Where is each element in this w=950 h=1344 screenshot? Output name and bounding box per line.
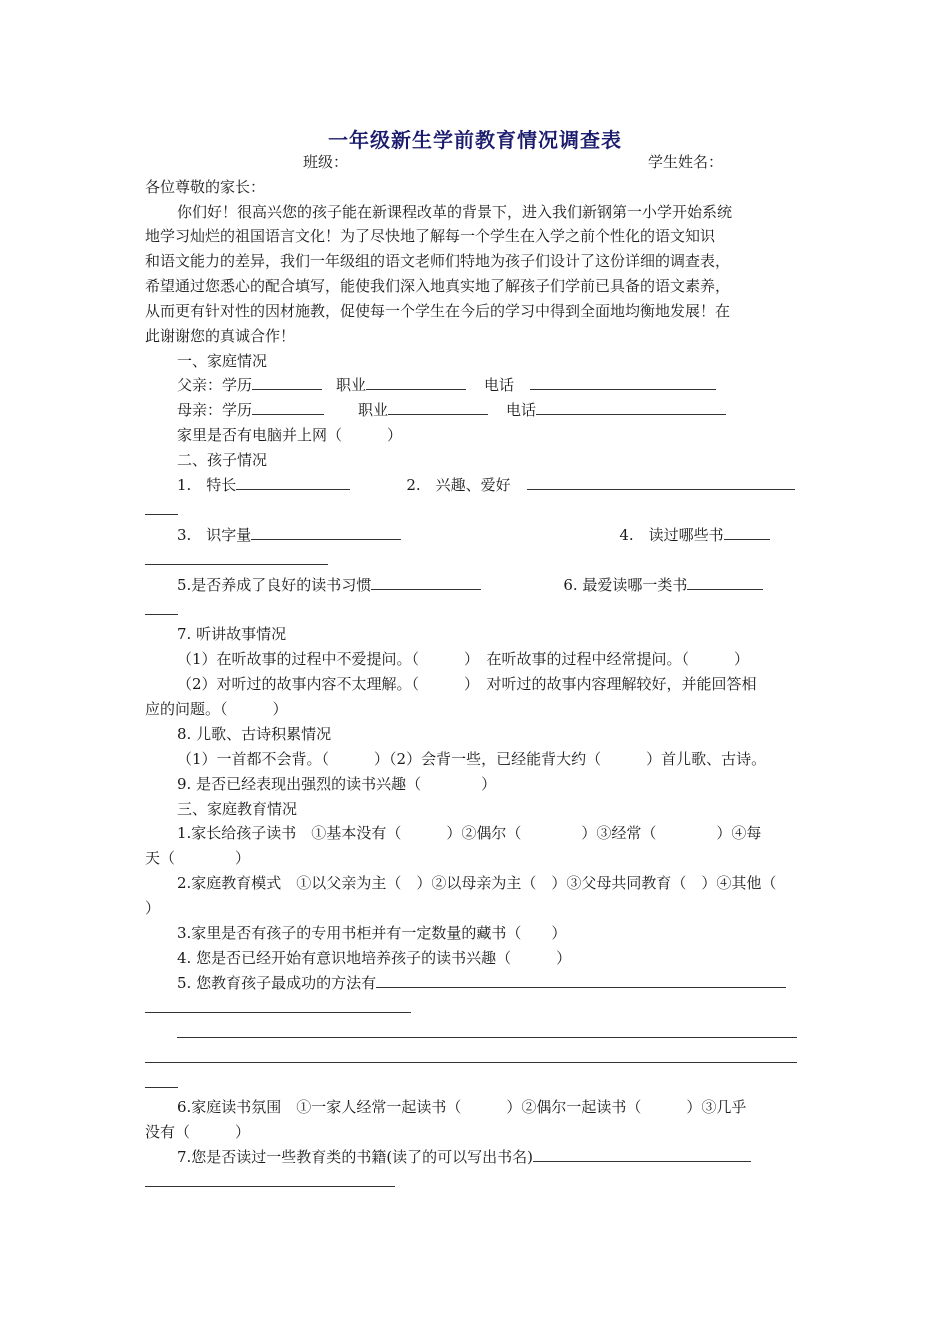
reading-habit-field[interactable] bbox=[371, 573, 481, 590]
best-method-line-2[interactable] bbox=[177, 1037, 797, 1038]
books-read-field[interactable] bbox=[724, 523, 770, 540]
best-method-field[interactable] bbox=[376, 971, 786, 988]
student-name-label: 学生姓名： bbox=[648, 153, 724, 171]
mother-education-field[interactable] bbox=[252, 398, 324, 415]
q-reading-interest: 9. 是否已经表现出强烈的读书兴趣（ ） bbox=[177, 775, 497, 793]
intro-line: 你们好！很高兴您的孩子能在新课程改革的背景下，进入我们新钢第一小学开始系统 bbox=[177, 203, 733, 221]
q-parent-reading: 1.家长给孩子读书 ①基本没有（ ）②偶尔（ ）③经常（ ）④每 bbox=[177, 824, 762, 842]
mother-phone-field[interactable] bbox=[536, 398, 726, 415]
reading-habit-label: 5.是否养成了良好的读书习惯 bbox=[177, 576, 372, 594]
q-best-method-row bbox=[177, 971, 805, 996]
q-specialty-row bbox=[177, 473, 805, 498]
q-poems: 8. 儿歌、古诗积累情况 bbox=[177, 725, 332, 743]
intro-line: 此谢谢您的真诚合作！ bbox=[145, 327, 296, 345]
q-reading-atmosphere-cont: 没有（ ） bbox=[145, 1123, 251, 1141]
q-parent-reading-cont: 天（ ） bbox=[145, 849, 251, 867]
father-phone-field[interactable] bbox=[530, 373, 716, 390]
hobby-field[interactable] bbox=[527, 473, 795, 490]
best-method-label: 5. 您教育孩子最成功的方法有 bbox=[177, 974, 377, 992]
q-education-mode-cont: ） bbox=[145, 899, 161, 917]
q-story-listening-2-cont: 应的问题。（ ） bbox=[145, 700, 288, 718]
father-education-field[interactable] bbox=[252, 373, 322, 390]
education-books-label: 7.您是否读过一些教育类的书籍(读了的可以写出书名) bbox=[177, 1148, 534, 1166]
mother-phone-label: 电话 bbox=[506, 401, 537, 419]
mother-job-label: 职业 bbox=[358, 401, 389, 419]
intro-line: 地学习灿烂的祖国语言文化！为了尽快地了解每一个学生在入学之前个性化的语文知识 bbox=[145, 227, 716, 245]
father-job-field[interactable] bbox=[366, 373, 466, 390]
mother-row bbox=[177, 398, 805, 423]
q-reading-habit-row bbox=[177, 573, 805, 598]
computer-question: 家里是否有电脑并上网（ ） bbox=[177, 426, 403, 444]
section-1-heading: 一、家庭情况 bbox=[177, 352, 268, 370]
q-story-listening: 7. 听讲故事情况 bbox=[177, 625, 287, 643]
q-story-listening-1: （1）在听故事的过程中不爱提问。（ ） 在听故事的过程中经常提问。（ ） bbox=[177, 650, 750, 668]
education-books-line-2[interactable] bbox=[145, 1186, 395, 1187]
favorite-book-type-field[interactable] bbox=[687, 573, 763, 590]
intro-line: 和语文能力的差异，我们一年级组的语文老师们特地为孩子们设计了这份详细的调查表， bbox=[145, 252, 731, 270]
q-cultivate-interest: 4. 您是否已经开始有意识地培养孩子的读书兴趣（ ） bbox=[177, 949, 572, 967]
hobby-field-continuation[interactable] bbox=[145, 514, 178, 515]
books-read-field-continuation[interactable] bbox=[145, 564, 328, 565]
q-literacy-row bbox=[177, 523, 805, 548]
document-title: 一年级新生学前教育情况调查表 bbox=[328, 128, 622, 152]
character-count-label: 3. 识字量 bbox=[177, 526, 252, 544]
greeting: 各位尊敬的家长： bbox=[145, 178, 266, 196]
books-read-label: 4. 读过哪些书 bbox=[619, 526, 724, 544]
father-job-label: 职业 bbox=[336, 376, 367, 394]
q-education-books-row bbox=[177, 1145, 805, 1170]
favorite-book-type-label: 6. 最爱读哪一类书 bbox=[563, 576, 688, 594]
q-education-mode: 2.家庭教育模式 ①以父亲为主（ ）②以母亲为主（ ）③父母共同教育（ ）④其他（ bbox=[177, 874, 777, 892]
father-education-label: 父亲：学历 bbox=[177, 376, 253, 394]
mother-job-field[interactable] bbox=[388, 398, 488, 415]
hobby-label: 2. 兴趣、爱好 bbox=[406, 476, 511, 494]
section-3-heading: 三、家庭教育情况 bbox=[177, 800, 298, 818]
father-row bbox=[177, 373, 805, 398]
best-method-line-3[interactable] bbox=[145, 1062, 797, 1063]
section-2-heading: 二、孩子情况 bbox=[177, 451, 268, 469]
class-label: 班级： bbox=[303, 153, 349, 171]
best-method-line-1[interactable] bbox=[145, 1012, 411, 1013]
education-books-field[interactable] bbox=[533, 1145, 751, 1162]
father-phone-label: 电话 bbox=[484, 376, 515, 394]
specialty-label: 1. 特长 bbox=[177, 476, 237, 494]
character-count-field[interactable] bbox=[251, 523, 401, 540]
intro-line: 希望通过您悉心的配合填写，能使我们深入地真实地了解孩子们学前已具备的语文素养， bbox=[145, 277, 731, 295]
q-story-listening-2: （2）对听过的故事内容不太理解。（ ） 对听过的故事内容理解较好，并能回答相 bbox=[177, 675, 757, 693]
q-poems-1: （1）一首都不会背。（ ）（2）会背一些，已经能背大约（ ）首儿歌、古诗。 bbox=[177, 750, 767, 768]
q-bookshelf: 3.家里是否有孩子的专用书柜并有一定数量的藏书（ ） bbox=[177, 924, 567, 942]
favorite-book-type-continuation[interactable] bbox=[145, 614, 178, 615]
best-method-line-4[interactable] bbox=[145, 1087, 178, 1088]
header-fields bbox=[145, 150, 805, 175]
q-reading-atmosphere: 6.家庭读书氛围 ①一家人经常一起读书（ ）②偶尔一起读书（ ）③几乎 bbox=[177, 1098, 747, 1116]
specialty-field[interactable] bbox=[236, 473, 350, 490]
intro-line: 从而更有针对性的因材施教，促使每一个学生在今后的学习中得到全面地均衡地发展！在 bbox=[145, 302, 731, 320]
mother-education-label: 母亲：学历 bbox=[177, 401, 253, 419]
